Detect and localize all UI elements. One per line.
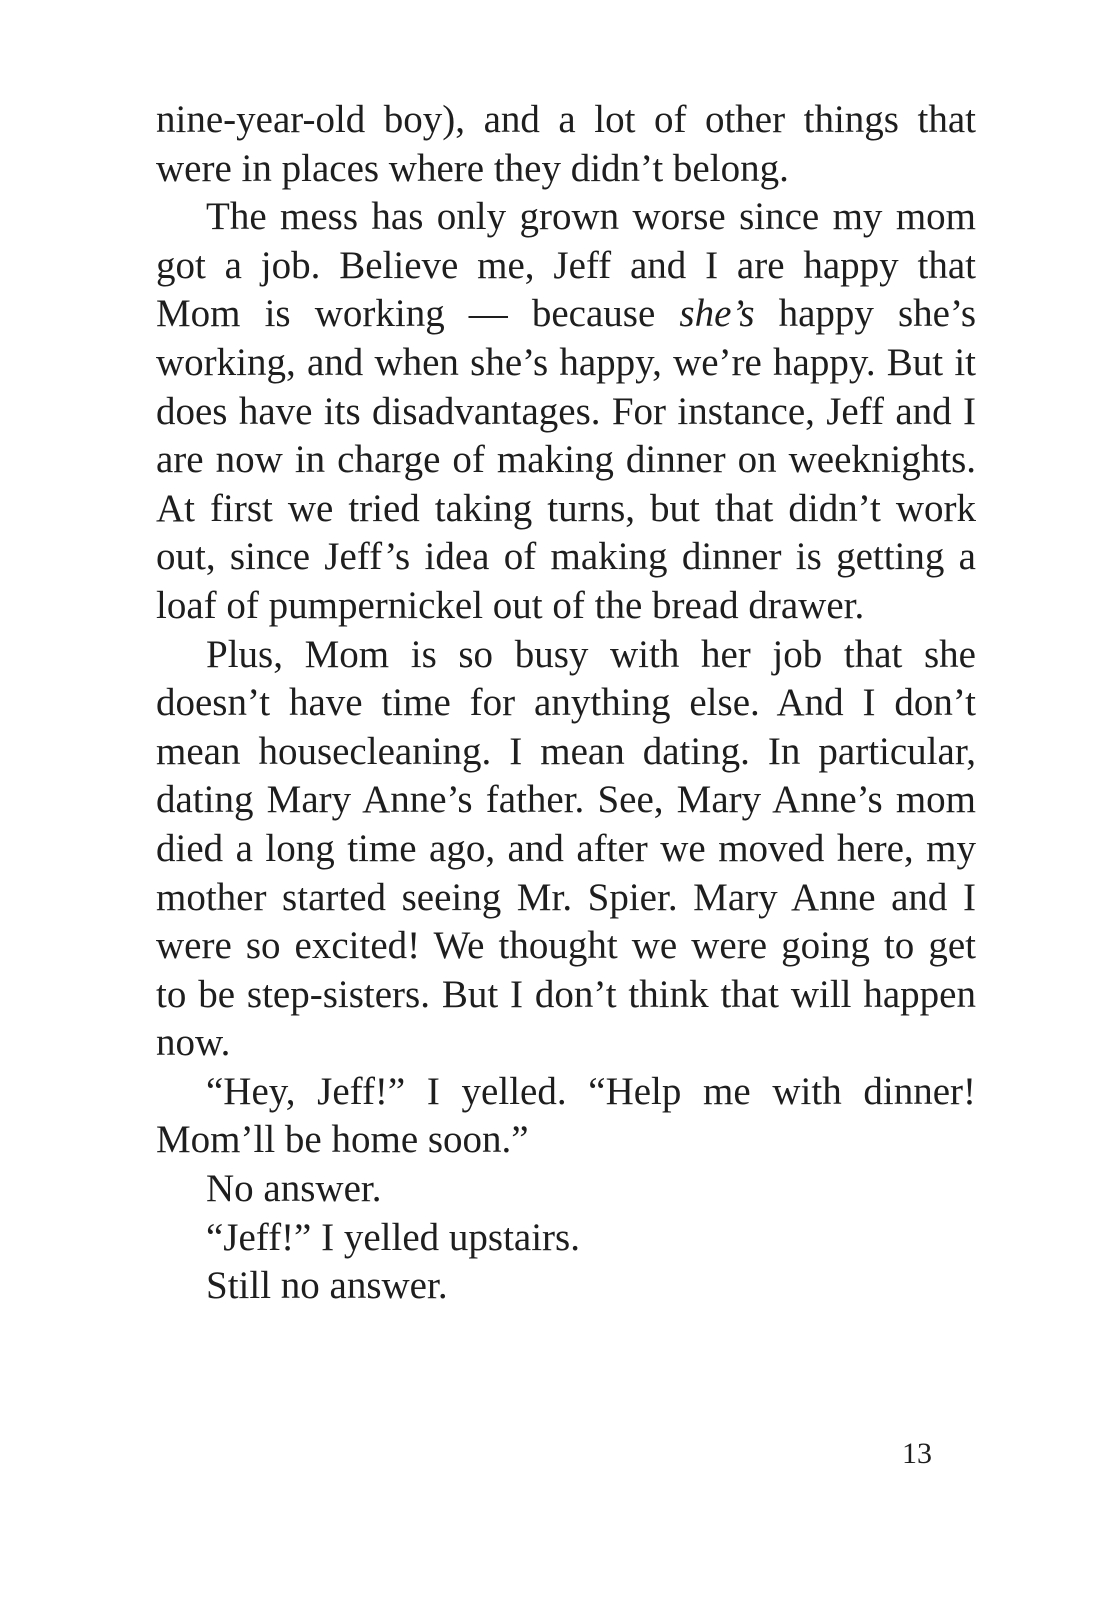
paragraph-dating <box>156 631 976 1068</box>
page-number: 13 <box>902 1437 932 1470</box>
paragraph-mess <box>156 193 976 630</box>
paragraph-text: happy she’s working, and when she’s happy, we’re happy. But it does have its disadvantages. For instance, Jeff and I are now in charge of making dinner on weeknights. At first we tried taking turns, but that didn’t work out, since Jeff’s idea of making dinner is getting a loaf of pumpernickel out of the bread drawer. <box>156 292 977 627</box>
paragraph-continued <box>156 96 976 193</box>
body-text <box>156 96 976 1311</box>
paragraph-text: “Hey, Jeff!” I yelled. “Help me with dinner! Mom’ll be home soon.” <box>156 1069 976 1162</box>
paragraph-text: nine-year-old boy), and a lot of other things that were in places where they didn’t belong. <box>156 98 976 190</box>
paragraph-dialogue-hey-jeff <box>156 1068 976 1165</box>
paragraph-text: “Jeff!” I yelled upstairs. <box>206 1215 580 1259</box>
paragraph-text: Still no answer. <box>206 1264 448 1308</box>
paragraph-still-no-answer <box>156 1262 976 1311</box>
paragraph-text: The mess has only grown worse since my mom got a job. Believe me, Jeff and I are happy that Mom is working — because <box>156 195 976 336</box>
paragraph-text: No answer. <box>206 1167 382 1211</box>
emphasis-text: she’s <box>679 292 755 336</box>
paragraph-jeff-upstairs <box>156 1214 976 1263</box>
paragraph-text: Plus, Mom is so busy with her job that she doesn’t have time for anything else. And I don’t mean housecleaning. I mean dating. In particular, dating Mary Anne’s father. See, Mary Anne’s mom died a long time ago, and after we moved here, my mother started seeing Mr. Spier. Mary Anne and I were so excited! We thought we were going to get to be step-sisters. But I don’t think that will happen now. <box>156 632 976 1065</box>
paragraph-no-answer <box>156 1165 976 1214</box>
